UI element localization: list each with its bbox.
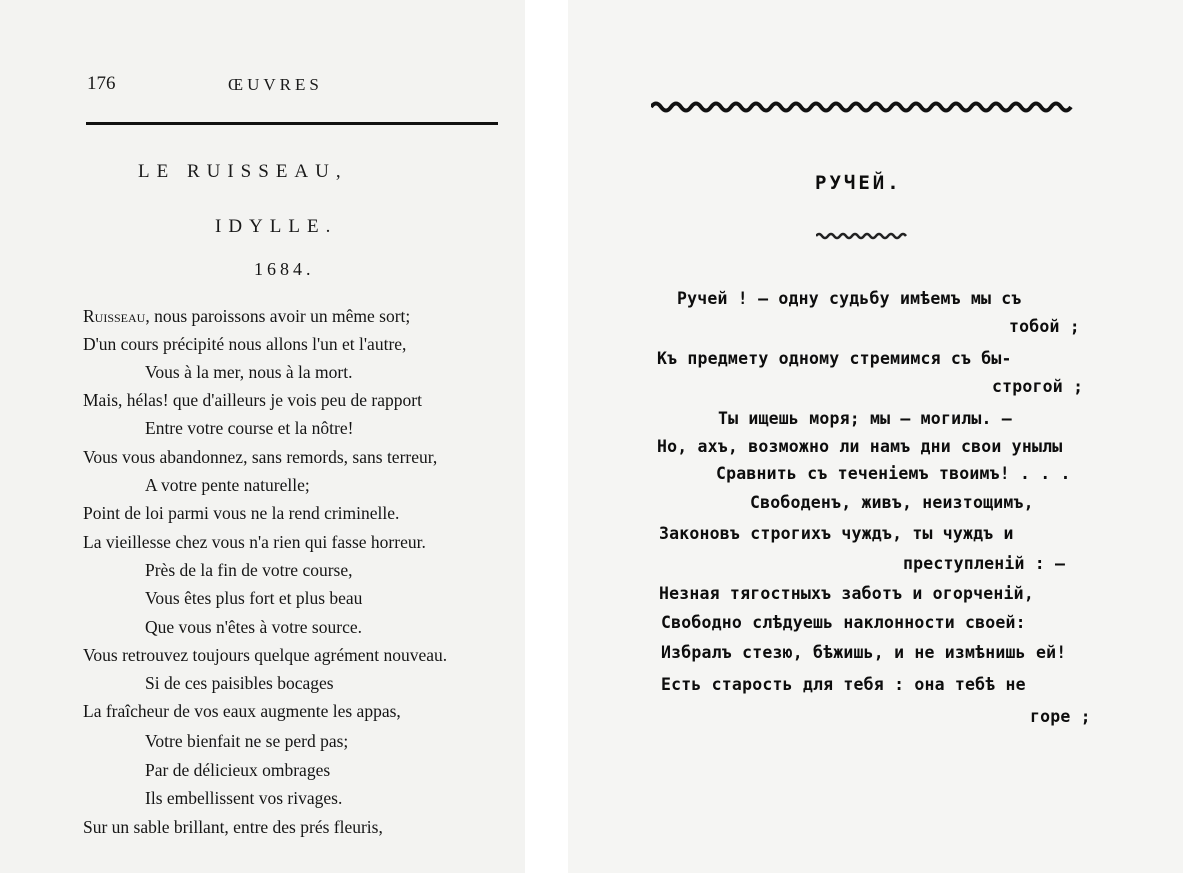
poem-line: Que vous n'êtes à votre source. [145, 617, 362, 637]
poem-line: Незная тягостныхъ заботъ и огорченій, [659, 584, 1034, 603]
poem-line: Ручей ! — одну судьбу имѣемъ мы съ [677, 289, 1022, 308]
first-word: Ruisseau [83, 306, 146, 326]
running-head: ŒUVRES [228, 75, 323, 94]
poem-line: Si de ces paisibles bocages [145, 673, 334, 693]
poem-line: A votre pente naturelle; [145, 475, 310, 495]
poem-title: LE RUISSEAU, [138, 161, 348, 182]
poem-line: Mais, hélas! que d'ailleurs je vois peu de rapport [83, 390, 422, 410]
poem-line: D'un cours précipité nous allons l'un et l'autre, [83, 334, 407, 354]
poem-line: Свободно слѣдуешь наклонности своей: [661, 613, 1026, 632]
poem-line: Vous vous abandonnez, sans remords, sans terreur, [83, 447, 438, 467]
poem-line: Sur un sable brillant, entre des prés fleuris, [83, 817, 383, 837]
poem-line: Ils embellissent vos rivages. [145, 788, 343, 808]
poem-line: Къ предмету одному стремимся съ бы- [657, 349, 1012, 368]
small-ornament [816, 232, 910, 240]
poem-line: Entre votre course et la nôtre! [145, 418, 354, 438]
poem-subtitle: IDYLLE. [215, 216, 338, 237]
poem-line: Votre bienfait ne se perd pas; [145, 731, 349, 751]
poem-line: Par de délicieux ombrages [145, 760, 331, 780]
poem-title-russian: РУЧЕЙ. [815, 172, 902, 194]
header-rule [86, 122, 498, 125]
poem-line: Но, ахъ, возможно ли намъ дни свои унылы [657, 437, 1063, 456]
poem-line: Point de loi parmi vous ne la rend criminelle. [83, 503, 400, 523]
poem-line: Свободенъ, живъ, неизтощимъ, [750, 493, 1034, 512]
poem-line: Vous êtes plus fort et plus beau [145, 588, 363, 608]
poem-year: 1684. [254, 259, 315, 279]
poem-line: Есть старость для тебя : она тебѣ не [661, 675, 1026, 694]
poem-line: Vous à la mer, nous à la mort. [145, 362, 353, 382]
first-line-rest: , nous paroissons avoir un même sort; [145, 306, 411, 326]
poem-line: La vieillesse chez vous n'a rien qui fasse horreur. [83, 532, 426, 552]
poem-line [83, 306, 410, 326]
wavy-rule-ornament [651, 100, 1073, 114]
right-page [568, 0, 1183, 873]
poem-line: Законовъ строгихъ чуждъ, ты чуждъ и [659, 524, 1014, 543]
poem-line: преступленій : — [903, 554, 1066, 573]
page-number: 176 [87, 73, 116, 94]
poem-line: Vous retrouvez toujours quelque agrément nouveau. [83, 645, 448, 665]
poem-line: горе ; [1030, 707, 1091, 726]
poem-line: Près de la fin de votre course, [145, 560, 353, 580]
poem-line: Ты ищешь моря; мы — могилы. — [718, 409, 1012, 428]
left-page [0, 0, 525, 873]
poem-line: тобой ; [1009, 317, 1080, 336]
poem-line: строгой ; [992, 377, 1084, 396]
poem-line: Сравнить съ теченіемъ твоимъ! . . . [716, 464, 1071, 483]
poem-line: Избралъ стезю, бѣжишь, и не измѣнишь ей! [661, 643, 1067, 662]
poem-line: La fraîcheur de vos eaux augmente les appas, [83, 701, 401, 721]
